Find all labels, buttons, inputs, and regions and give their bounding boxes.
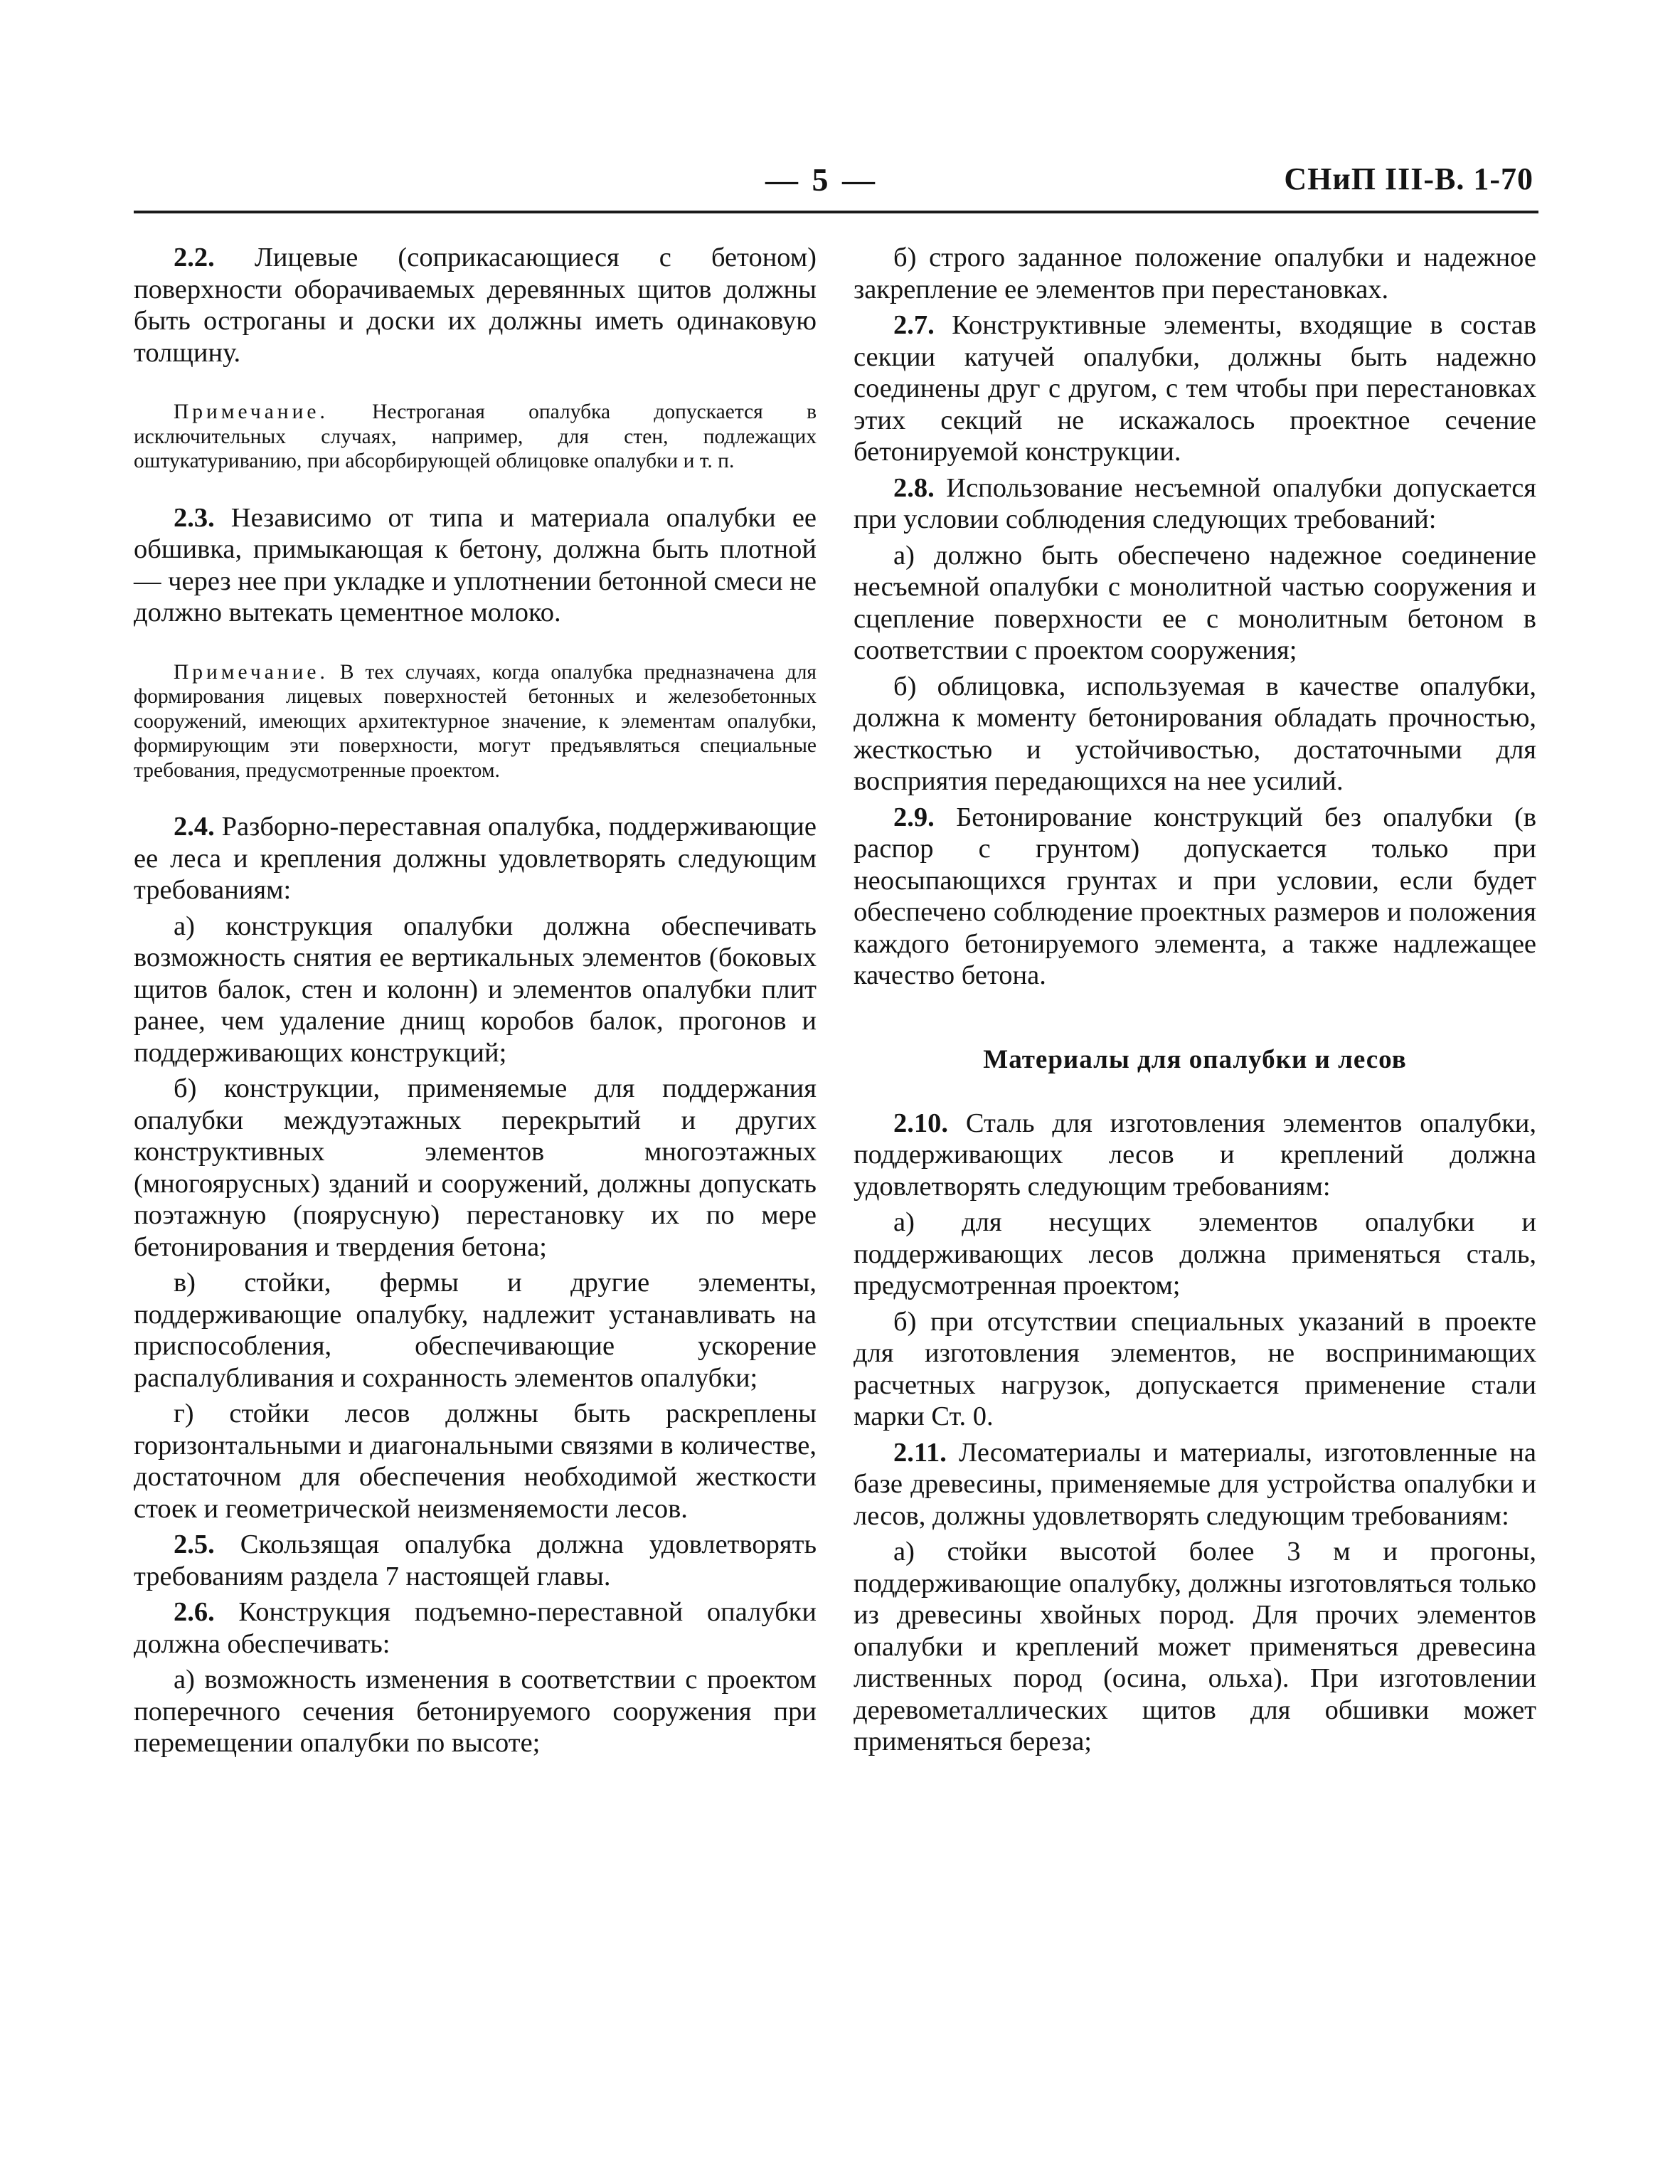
clause-number: 2.3.: [174, 502, 215, 533]
paragraph-text: Конструкция подъемно-переставной опалубки должна обеспечивать:: [134, 1597, 817, 1659]
page-number: — 5 —: [765, 161, 878, 198]
item-2-6-a: а) возможность изменения в соответствии с проектом поперечного сечения бетонируемого сооружения при перемещении опалубки по высоте;: [134, 1665, 817, 1758]
item-2-4-a: а) конструкция опалубки должна обеспечивать возможность снятия ее вертикальных элементов (боковых щитов балок, стен и колонн) и элементов опалубки плит ранее, чем удаление днищ коробов балок, прогонов и поддерживающих конструкций;: [134, 911, 817, 1068]
clause-number: 2.7.: [893, 310, 935, 340]
paragraph-text: Сталь для изготовления элементов опалубки, поддерживающих лесов и креплений должна удовлетворять следующим требованиям:: [854, 1108, 1536, 1202]
clause-number: 2.10.: [893, 1108, 948, 1138]
item-2-8-a: а) должно быть обеспечено надежное соединение несъемной опалубки с монолитной частью сооружения и сцепление поверхности ее с монолитным бетоном в соответствии с проектом сооружения;: [854, 540, 1536, 665]
note-1: [134, 400, 817, 474]
paragraph-2-7: [854, 309, 1536, 468]
paragraph-2-8: [854, 472, 1536, 536]
clause-number: 2.8.: [893, 472, 935, 503]
paragraph-text: Лицевые (соприкасающиеся с бетоном) поверхности оборачиваемых деревянных щитов должны быть острoганы и доски их должны иметь одинаковую толщину.: [134, 243, 817, 368]
clause-number: 2.5.: [174, 1530, 215, 1559]
paragraph-2-2: [134, 242, 817, 369]
clause-number: 2.2.: [174, 243, 215, 272]
item-2-10-a: а) для несущих элементов опалубки и поддерживающих лесов должна применяться сталь, предусмотренная проектом;: [854, 1207, 1536, 1300]
note-2: [134, 660, 817, 783]
clause-number: 2.6.: [174, 1597, 215, 1627]
paragraph-2-10: [854, 1108, 1536, 1203]
item-2-10-b: б) при отсутствии специальных указаний в проекте для изготовления элементов, не воспринимающих расчетных нагрузок, допускается применение стали марки Ст. 0.: [854, 1306, 1536, 1431]
left-column: [134, 242, 817, 1764]
paragraph-2-3: [134, 502, 817, 629]
clause-number: 2.11.: [893, 1437, 947, 1468]
paragraph-text: Бетонирование конструкций без опалубки (в распор с грунтом) допускается только при неосыпающихся грунтах и при условии, если будет обеспечено соблюдение проектных размеров и положения каждого бетонируемого элемента, а также надлежащее качество бетона.: [854, 802, 1536, 990]
section-title: Материалы для опалубки и лесов: [983, 1044, 1407, 1074]
paragraph-text: Скользящая опалубка должна удовлетворять требованиям раздела 7 настоящей главы.: [134, 1530, 817, 1591]
document-code: СНиП III-В. 1-70: [1284, 161, 1533, 196]
right-column: [854, 242, 1536, 1762]
clause-number: 2.4.: [174, 812, 215, 842]
paragraph-text: Конструктивные элементы, входящие в состав секции катучей опалубки, должны быть надежно соединены друг с другом, с тем чтобы при перестановках этих секций не искажалось проектное сечение бетонируемой конструкции.: [854, 310, 1536, 467]
paragraph-2-9: [854, 802, 1536, 992]
item-2-11-a: а) стойки высотой более 3 м и прогоны, поддерживающие опалубку, должны изготовляться только из древесины хвойных пород. Для прочих элементов опалубки и креплений может применяться древесина лиственных пород (осина, ольха). При изготовлении деревометаллических щитов для обшивки может применяться береза;: [854, 1537, 1536, 1756]
item-2-8-b: б) облицовка, используемая в качестве опалубки, должна к моменту бетонирования обладать прочностью, жесткостью и устойчивостью, достаточными для восприятия передающихся на нее усилий.: [854, 671, 1536, 796]
note-label: Примечание.: [174, 660, 329, 684]
paragraph-2-11: [854, 1437, 1536, 1532]
note-text: В тех случаях, когда опалубка предназначена для формирования лицевых поверхностей бетонных и железобетонных сооружений, имеющих архитектурное значение, к элементам опалубки, формирующим эти поверхности, могут предъявляться специальные требования, предусмотренные проектом.: [134, 660, 817, 782]
paragraph-text: Разборно-переставная опалубка, поддерживающие ее леса и крепления должны удовлетворять следующим требованиям:: [134, 812, 817, 905]
paragraph-2-6: [134, 1596, 817, 1660]
item-2-4-c: в) стойки, фермы и другие элементы, поддерживающие опалубку, надлежит устанавливать на приспособления, обеспечивающие ускорение распалубливания и сохранность элементов опалубки;: [134, 1268, 817, 1393]
item-2-4-b: б) конструкции, применяемые для поддержания опалубки междуэтажных перекрытий и других конструктивных элементов многоэтажных (многоярусных) зданий и сооружений, должны допускать поэтажную (поярусную) перестановку их по мере бетонирования и твердения бетона;: [134, 1074, 817, 1262]
item-2-6-b: б) строго заданное положение опалубки и надежное закрепление ее элементов при перестановках.: [854, 243, 1536, 304]
paragraph-text: Независимо от типа и материала опалубки ее обшивка, примыкающая к бетону, должна быть плотной — через нее при укладке и уплотнении бетонной смеси не должно вытекать цементное молоко.: [134, 502, 817, 627]
clause-number: 2.9.: [893, 802, 935, 832]
item-2-4-d: г) стойки лесов должны быть раскреплены горизонтальными и диагональными связями в количестве, достаточном для обеспечения необходимой жесткости стоек и геометрической неизменяемости лесов.: [134, 1399, 817, 1524]
header-rule: [134, 211, 1538, 213]
paragraph-text: Использование несъемной опалубки допускается при условии соблюдения следующих требований:: [854, 472, 1536, 534]
note-text: Нестроганая опалубка допускается в исключительных случаях, например, для стен, подлежащих оштукатуриванию, при абсорбирующей облицовке опалубки и т. п.: [134, 401, 817, 472]
note-label: Примечание.: [174, 401, 329, 423]
paragraph-2-5: [134, 1529, 817, 1592]
paragraph-text: Лесоматериалы и материалы, изготовленные на базе древесины, применяемые для устройства опалубки и лесов, должны удовлетворять следующим требованиям:: [854, 1437, 1536, 1531]
paragraph-2-4: [134, 811, 817, 906]
